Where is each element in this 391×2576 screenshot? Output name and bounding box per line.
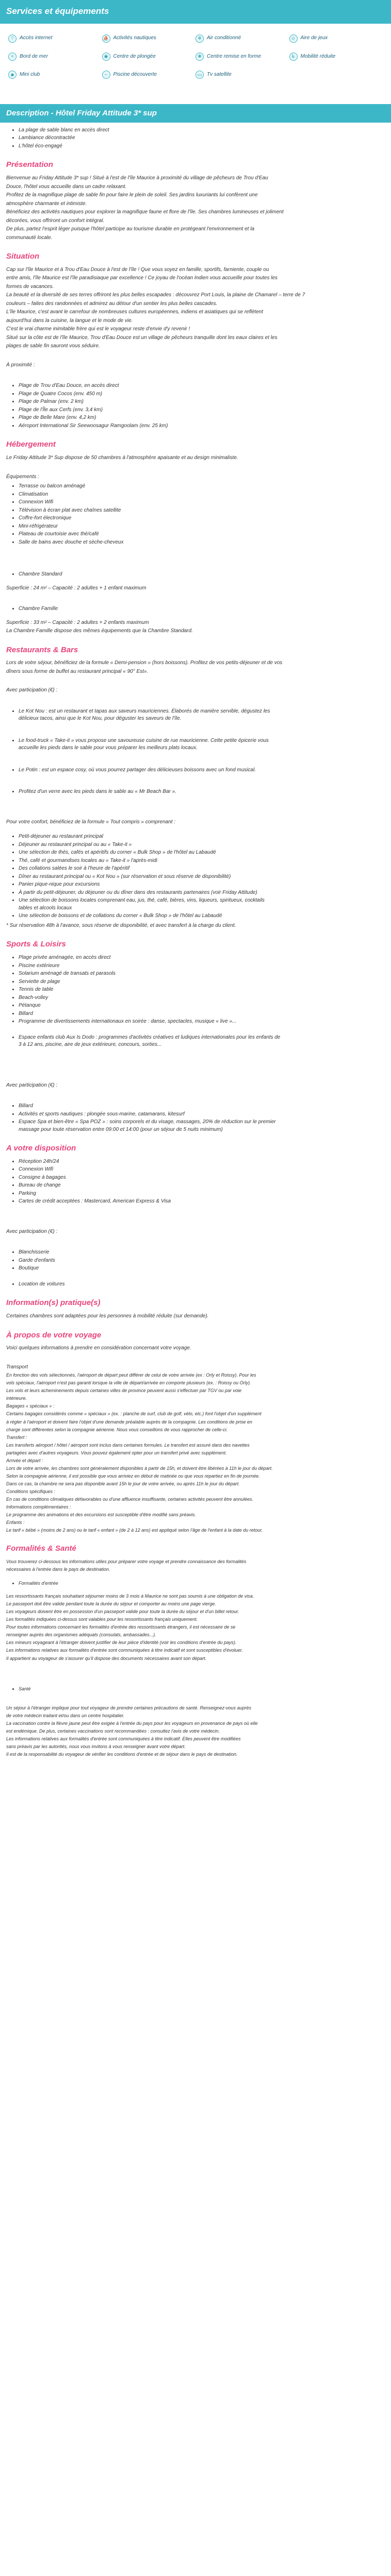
list-item: • Billard xyxy=(19,1103,385,1110)
list-item: • Petit-déjeuner au restaurant principal xyxy=(19,833,385,841)
list-item: • Serviette de plage xyxy=(19,978,385,986)
list-item: • Dîner au restaurant principal ou « Kot Nou » (sur réservation et sous réserve de disponibilité) xyxy=(19,873,385,881)
hotel-description-banner xyxy=(0,104,391,123)
playground-icon: ☺ xyxy=(289,35,298,43)
list-item: • À partir du petit-déjeuner, du déjeuner ou du dîner dans des restaurants partenaires (voir Friday Attitude) xyxy=(19,889,385,897)
list-item: • Plage de l'Île aux Cerfs (env. 3,4 km) xyxy=(19,406,385,414)
participation-label: Avec participation (€) : xyxy=(6,1082,58,1088)
allinc-list xyxy=(6,833,385,920)
list-item: • Le Kot Nou : est un restaurant et tapas aux saveurs mauriciennes. Élaborés de manière servible, dégustez les délicieux tacos, ainsi que le Kot Nou, pour déguster les saveurs de l'île. xyxy=(19,708,385,723)
restaurant-list xyxy=(6,708,385,723)
restaurants-heading: Restaurants & Bars xyxy=(6,645,78,654)
list-item: • Une sélection de thés, cafés et apéritifs du corner « Bulk Shop » de l'hôtel au Labaudé xyxy=(19,849,385,857)
apropos-intro: Voici quelques informations à prendre en considération concernant votre voyage. xyxy=(6,1345,191,1351)
room-desc: Superficie : 24 m² – Capacité : 2 adultes + 1 enfant maximum xyxy=(6,585,146,591)
dumbbell-icon: ◉ xyxy=(102,53,110,61)
list-item: • Activités et sports nautiques : plongée sous-marine, catamarans, kitesurf xyxy=(19,1111,385,1118)
list-item: • Piscine extérieure xyxy=(19,962,385,970)
water-activity-icon: ⛵ xyxy=(102,35,110,43)
list-item: • Déjeuner au restaurant principal ou au « Take-it » xyxy=(19,841,385,849)
disposition-heading: A votre disposition xyxy=(6,1144,76,1153)
restaurant-note: * Sur réservation 48h à l'avance, sous réserve de disponibilité, et avec transfert à la charge du client. xyxy=(6,922,236,928)
list-item: • Climatisation xyxy=(19,491,385,499)
room-desc: Superficie : 33 m² – Capacité : 2 adultes + 2 enfants maximum xyxy=(6,619,149,625)
info-text: Certaines chambres sont adaptées pour les personnes à mobilité réduite (sur demande). xyxy=(6,1313,209,1319)
list-item: • Panier pique-nique pour excursions xyxy=(19,881,385,889)
info-heading: Information(s) pratique(s) xyxy=(6,1298,101,1308)
services-title: Services et équipements xyxy=(6,6,109,16)
room-name: • Chambre Standard xyxy=(19,571,385,579)
list-item: • Billard xyxy=(19,1010,385,1018)
service-item: ♿ Mobilité réduite xyxy=(289,49,383,64)
list-item: • Espace enfants club Aux Is Dodo : programmes d'activités créatives et ludiques internationales pour les enfants de 3 à 12 ans, piscine, aire de jeux extérieure, concours, sorties... xyxy=(19,1034,385,1049)
list-item: • Le food-truck « Take-it » vous propose une savoureuse cuisine de rue mauricienne. Cette petite épicerie vous accueille les pieds dans le sable pour vous préparer les meilleurs plats locaux. xyxy=(19,737,385,752)
situation-text: Cap sur l'île Maurice et à Trou d'Eau Douce à l'est de l'île ! Que vous soyez en famille, sportifs, farniente, couple ou entre amis, l'île Maurice est l'île paradisiaque par excellence ! Ce joyau de l'océan Indien vous accueille pour toutes les formes de vacances. La beauté et la diversité de ses terres offriront les plus belles escapades : découvrez Port Louis, la plaine de Chamarel – terre de 7 couleurs – faites des randonnées et admirez au détour d'un sentier les plus belles cascades. L'île Maurice, c'est avant le carrefour de nombreuses cultures européennes, indiens et asiatiques qui se reflètent aujourd'hui dans la cuisine, la langue et le mode de vie. C'est le vrai charme inimitable frère qui est le voyageur reste d'envie d'y revenir ! Situé sur la côte est de l'île Maurice, Trou d'Eau Douce est un village de pêcheurs tranquille dont les eaux claires et les plages de sable fin sauront vous séduire. xyxy=(6,266,305,349)
list-item: • Mini-réfrigérateur xyxy=(19,523,385,531)
room-famille xyxy=(6,605,385,613)
list-item: • Consigne à bagages xyxy=(19,1174,385,1182)
list-item: • Parking xyxy=(19,1190,385,1198)
list-item: • Pétanque xyxy=(19,1002,385,1010)
list-item: • Plage de Palmar (env. 2 km) xyxy=(19,398,385,406)
participation-label: Avec participation (€) : xyxy=(6,687,58,693)
service-item: ❄ Air conditionné xyxy=(196,31,289,46)
apropos-text: En fonction des vols sélectionnés, l'aéroport de départ peut différer de celui de votre arrivée (ex : Orly et Roissy). Pour les vols spéciaux, l'aéroport n'est pas garanti lorsque la ville de départ/arrivée en comporte plusieurs (ex. : Roissy ou Orly). Les vols et leurs acheminements depuis certaines villes de province peuvent aussi s'effectuer par TGV ou par voie intérieure. Bagages « spéciaux » : Certains bagages considérés comme « spéciaux » (ex. : planche de surf, club de golf, vélo, etc.) font l'objet d'un supplément à régler à l'aéroport et doivent faire l'objet d'une demande préalable auprès de la compagnie. Les conditions de prise en charge sont différentes selon la compagnie aérienne. Nous vous conseillons de vous rapprocher de celle-ci. Transfert : Les transferts aéroport / hôtel / aéroport sont inclus dans certaines formules. Le transfert est assuré dans des navettes partagées avec d'autres voyageurs. Vous pouvez également opter pour un transfert privé avec supplément. Arrivée et départ : Lors de votre arrivée, les chambres sont généralement disponibles à partir de 15h, et doivent être libérées à 11h le jour du départ. Selon la compagnie aérienne, il est possible que vous arriviez en début de matinée ou que vous repartiez en fin de journée. Dans ce cas, la chambre ne sera pas disponible avant 15h le jour de votre arrivée, ou après 11h le jour du départ. Conditions spécifiques : En cas de conditions climatiques défavorables ou d'une affluence insuffisante, certaines activités peuvent être annulées. Informations complémentaires : Le programme des animations et des excursions est susceptible d'être modifié sans préavis. Enfants : Le tarif « bébé » (moins de 2 ans) ou le tarif « enfant » (de 2 à 12 ans) est appliqué selon l'âge de l'enfant à la date du retour. xyxy=(6,1372,273,1533)
snowflake-icon: ❄ xyxy=(196,35,204,43)
presentation-heading: Présentation xyxy=(6,160,53,170)
pool-icon: ~ xyxy=(102,71,110,79)
list-item: • Boutique xyxy=(19,1265,385,1273)
room-standard xyxy=(6,571,385,579)
list-item: • Plage de Belle Mare (env. 4,2 km) xyxy=(19,414,385,422)
wheelchair-icon: ♿ xyxy=(289,53,298,61)
service-item: ❀ Centre remise en forme xyxy=(196,49,289,64)
list-item: • Bureau de change xyxy=(19,1182,385,1190)
services-grid xyxy=(0,24,391,91)
service-item: ◉ Centre de plongée xyxy=(102,49,196,64)
nearby-label: À proximité : xyxy=(6,362,35,368)
list-item: • Plage de Trou d'Eau Douce, en accès direct xyxy=(19,382,385,390)
equipment-list xyxy=(6,483,385,546)
list-item: • Location de voitures xyxy=(19,1281,385,1289)
services-banner xyxy=(0,0,391,24)
disposition-list xyxy=(6,1158,385,1206)
list-item: • Coffre-fort électronique xyxy=(19,515,385,522)
list-item: • Réception 24h/24 xyxy=(19,1158,385,1166)
list-item: • Une sélection de boissons et de collations du corner « Bulk Shop » de l'hôtel au Labaudé xyxy=(19,912,385,920)
list-item: • L'hôtel éco-engagé xyxy=(19,143,385,150)
hebergement-intro: Le Friday Attitude 3* Sup dispose de 50 chambres à l'atmosphère apaisante et au design minimaliste. xyxy=(6,455,238,461)
presentation-text: Bienvenue au Friday Attitude 3* sup ! Situé à l'est de l'île Maurice à proximité du village de pêcheurs de Trou d'Eau Douce, l'hôtel vous accueille dans un cadre relaxant. Profitez de la magnifique plage de sable fin pour faire le plein de soleil. Ses jardins luxuriants lui confèrent une atmosphère charmante et intimiste. Bénéficiez des activités nautiques pour explorer la magnifique faune et flore de l'île. Ses chambres lumineuses et joliment décorées, vous offriront un confort intégral. De plus, partez l'esprit léger puisque l'hôtel participe au tourisme durable en protégeant l'environnement et la communauté locale. xyxy=(6,175,284,241)
list-item: • Garde d'enfants xyxy=(19,1257,385,1265)
formalites-heading: Formalités & Santé xyxy=(6,1544,76,1553)
service-item: ▭ Tv satellite xyxy=(196,67,289,82)
sports-heading: Sports & Loisirs xyxy=(6,940,66,949)
list-item: • Plage de Quatre Cocos (env. 450 m) xyxy=(19,391,385,398)
disposition-paid-list xyxy=(6,1249,385,1273)
list-item: • Connexion Wifi xyxy=(19,1166,385,1174)
spa-icon: ❀ xyxy=(196,53,204,61)
list-item: • La plage de sable blanc en accès direct xyxy=(19,127,385,134)
intro-bullets xyxy=(6,127,385,150)
sports-list xyxy=(6,954,385,1026)
list-item: • Solarium aménagé de transats et parasols xyxy=(19,970,385,978)
allinc-label: Pour votre confort, bénéficiez de la formule « Tout compris » comprenant : xyxy=(6,819,176,825)
list-item: • Thé, café et gourmandises locales au « Take-it » l'après-midi xyxy=(19,857,385,865)
list-item: • Le Potin : est un espace cosy, où vous pourrez partager des délicieuses boissons avec un fond musical. xyxy=(19,767,385,774)
formalites-text: Vous trouverez ci-dessous les informations utiles pour préparer votre voyage et prendre connaissance des formalités nécessaires à l'entrée dans le pays de destination. • Formalités d'entrée Les ressortissants français souhaitant séjourner moins de 3 mois à Maurice ne sont pas soumis à une obligation de visa. Le passeport doit être valide pendant toute la durée du séjour et comporter au moins une page vierge. Les voyageurs doivent être en possession d'un passeport valide pour toute la durée du séjour et d'un billet retour. Les formalités indiquées ci-dessus sont valables pour les ressortissants français uniquement. Pour toutes informations concernant les formalités d'entrée des ressortissants étrangers, il est nécessaire de se renseigner auprès des organismes adéquats (consulats, ambassades...). Les mineurs voyageant à l'étranger doivent justifier de leur pièce d'identité (voir les conditions d'entrée du pays). Les informations relatives aux formalités d'entrée sont communiquées à titre indicatif et sont susceptibles d'évoluer. Il appartient au voyageur de s'assurer qu'il dispose des documents nécessaires avant son départ. • Santé Un séjour à l'étranger implique pour tout voyageur de prendre certaines précautions de santé. Renseignez-vous auprès de votre médecin traitant et/ou dans un centre hospitalier. La vaccination contre la fièvre jaune peut être exigée à l'entrée du pays pour les voyageurs en provenance de pays où elle est endémique. De plus, certaines vaccinations sont recommandées : consultez l'avis de votre médecin. Les informations relatives aux formalités d'entrée sont communiquées à titre indicatif. Elles peuvent être modifiées sans préavis par les autorités, nous vous invitons à vous renseigner avant votre départ. Il est de la responsabilité du voyageur de vérifier les conditions d'entrée et de séjour dans le pays de destination. xyxy=(6,1558,385,1758)
list-item: • Des collations salées le soir à l'heure de l'apéritif xyxy=(19,865,385,873)
participation-label: Avec participation (€) : xyxy=(6,1228,58,1234)
nearby-list xyxy=(6,382,385,430)
list-item: • Beach-volley xyxy=(19,994,385,1002)
list-item: • Cartes de crédit acceptées : Mastercard, American Express & Visa xyxy=(19,1198,385,1206)
room-note: La Chambre Famille dispose des mêmes équipements que la Chambre Standard. xyxy=(6,628,193,634)
list-item: • Plateau de courtoisie avec thé/café xyxy=(19,531,385,538)
list-item: • Une sélection de boissons locales comprenant eau, jus, thé, café, bières, vins, liqueurs, spiritueux, cocktails tables et alcools locaux xyxy=(19,897,385,912)
main-content: • La plage de sable blanc en accès direct • Lambiance décontractée • L'hôtel éco-engagé Présentation Bienvenue au Friday Attitude 3* sup ! Situé à l'est de l'île Maurice à proximité du village de pêcheurs de Trou d'Eau Douce, l'hôtel vous accueille dans un cadre relaxant. Profitez de la magnifique plage de sable fin pour faire le plein de soleil. Ses jardins luxuriants lui confèrent une atmosphère charmante et intimiste. Bénéficiez des activités nautiques pour explorer la magnifique faune et flore de l'île. Ses chambres lumineuses et joliment décorées, vous offriront un confort intégral. De plus, partez l'esprit léger puisque l'hôtel participe au tourisme durable en protégeant l'environnement et la communauté locale. Situation Cap sur l'île Maurice et à Trou d'Eau Douce à l'est de l'île ! Que vous soyez en famille, sportifs, farniente, couple ou entre amis, l'île Maurice est l'île paradisiaque par excellence ! Ce joyau de l'océan Indien vous accueille pour toutes les formes de vacances. La beauté et la diversité de ses terres offriront les plus belles escapades : découvrez Port Louis, la plaine de Chamarel – terre de 7 couleurs – faites des randonnées et admirez au détour d'un sentier les plus belles cascades. L'île Maurice, c'est avant le carrefour de nombreuses cultures européennes, indiens et asiatiques qui se reflètent aujourd'hui dans la cuisine, la langue et le mode de vie. C'est le vrai charme inimitable frère qui est le voyageur reste d'envie d'y revenir ! Situé sur la côte est de l'île Maurice, Trou d'Eau Douce est un village de pêcheurs tranquille dont les eaux claires et les plages de sable fin sauront vous séduire. À proximité : • Plage de Trou d'Eau Douce, en accès direct • Plage de Quatre Cocos (env. 450 m) • Plage de Palmar (env. 2 km) • Plage de l'Île aux Cerfs (env. 3,4 km) • Plage de Belle Mare (env. 4,2 km) • Aéroport International Sir Seewoosagur Ramgoolam (env. 25 km) Hébergement Le Friday Attitude 3* Sup dispose de 50 chambres à l'atmosphère apaisante et au design minimaliste. Équipements : • Terrasse ou balcon aménagé • Climatisation • Connexion Wifi • Télévision à écran plat avec chaînes satellite • Coffre-fort électronique • Mini-réfrigérateur • Plateau de courtoisie avec thé/café • Salle de bains avec douche et sèche-cheveux • Chambre Standard Superficie : 24 m² – Capacité : 2 adultes + 1 enfant maximum • Chambre Famille Superficie : 33 m² – Capacité : 2 adultes + 2 enfants maximum La Chambre Famille dispose des mêmes équipements que la Chambre Standard. Restaurants & Bars Lors de votre séjour, bénéficiez de la formule « Demi-pension » (hors boissons). Profitez de vos petits-déjeuner et de vos dîners sous forme de buffet au restaurant principal « 90° Est». Avec participation (€) : • Le Kot Nou : est un restaurant et tapas aux saveurs mauriciennes. Élaborés de manière servible, dégustez les délicieux tacos, ainsi que le Kot Nou, pour déguster les saveurs de l'île. • Le food-truck « Take-it » vous propose une savoureuse cuisine de rue mauricienne. Cette petite épicerie vous accueille les pieds dans le sable pour vous préparer les meilleurs plats locaux. • Le Potin : est un espace cosy, où vous pourrez partager des délicieuses boissons avec un fond musical. • Profitez d'un verre avec les pieds dans le sable au « Mr Beach Bar ». Pour votre confort, bénéficiez de la formule « Tout compris » comprenant : • Petit-déjeuner au restaurant principal • Déjeuner au restaurant principal ou au « Take-it » • Une sélection de thés, cafés et apéritifs du corner « Bulk Shop » de l'hôtel au Labaudé • Thé, café et gourmandises locales au « Take-it » l'après-midi • Des collations salées le soir à l'heure de l'apéritif • Dîner au restaurant principal ou « Kot Nou » (sur réservation et sous réserve de disponibilité) • Panier pique-nique pour excursions • À partir du petit-déjeuner, du déjeuner ou du dîner dans des restaurants partenaires (voir Friday Attitude) • Une sélection de boissons locales comprenant eau, jus, thé, café, bières, vins, liqueurs, spiritueux, cocktails tables et alcools locaux • Une sélection de boissons et de collations du corner « Bulk Shop » de l'hôtel au Labaudé * Sur réservation 48h à l'avance, sous réserve de disponibilité, et avec transfert à la charge du client. Sports & Loisirs • Plage privée aménagée, en accès direct • Piscine extérieure • Solarium aménagé de transats et parasols • Serviette de plage • Tennis de table • Beach-volley • Pétanque • Billard • Programme de divertissements internationaux en soirée : danse, spectacles, musique « live »... • Espace enfants club Aux Is Dodo : programmes d'activités créatives et ludiques internationales pour les enfants de 3 à 12 ans, piscine, aire de jeux extérieure, concours, sorties... Avec participation (€) : • Billard • Activités et sports nautiques : plongée sous-marine, catamarans, kitesurf • Espace Spa et bien-être « Spa POZ » : soins corporels et du visage, massages, 20% de réduction sur le premier massage pour toute réservation entre 09:00 et 14:00 (pour un séjour de 5 nuits minimum) A votre disposition • Réception 24h/24 • Connexion Wifi • Consigne à bagages • Bureau de change • Parking • Cartes de crédit acceptées : Mastercard, American Express & Visa Avec participation (€) : • Blanchisserie • Garde d'enfants • Boutique • Location de voitures Information(s) pratique(s) Certaines chambres sont adaptées pour les personnes à mobilité réduite (sur demande). À propos de votre voyage Voici quelques informations à prendre en considération concernant votre voyage. Transport En fonction des vols sélectionnés, l'aéroport de départ peut différer de celui de votre arrivée (ex : Orly et Roissy). Pour les vols spéciaux, l'aéroport n'est pas garanti lorsque la ville de départ/arrivée en comporte plusieurs (ex. : Roissy ou Orly). Les vols et leurs acheminements depuis certaines villes de province peuvent aussi s'effectuer par TGV ou par voie intérieure. Bagages « spéciaux » : Certains bagages considérés comme « spéciaux » (ex. : planche de surf, club de golf, vélo, etc.) font l'objet d'un supplément à régler à l'aéroport et doivent faire l'objet d'une demande préalable auprès de la compagnie. Les conditions de prise en charge sont différentes selon la compagnie aérienne. Nous vous conseillons de vous rapprocher de celle-ci. Transfert : Les transferts aéroport / hôtel / aéroport sont inclus dans certaines formules. Le transfert est assuré dans des navettes partagées avec d'autres voyageurs. Vous pouvez également opter pour un transfert privé avec supplément. Arrivée et départ : Lors de votre arrivée, les chambres sont généralement disponibles à partir de 15h, et doivent être libérées à 11h le jour du départ. Selon la compagnie aérienne, il est possible que vous arriviez en début de matinée ou que vous repartiez en fin de journée. Dans ce cas, la chambre ne sera pas disponible avant 15h le jour de votre arrivée, ou après 11h le jour du départ. Conditions spécifiques : En cas de conditions climatiques défavorables ou d'une affluence insuffisante, certaines activités peuvent être annulées. Informations complémentaires : Le programme des animations et des excursions est susceptible d'être modifié sans préavis. Enfants : Le tarif « bébé » (moins de 2 ans) ou le tarif « enfant » (de 2 à 12 ans) est appliqué selon l'âge de l'enfant à la date du retour. Formalités & Santé Vous trouverez ci-dessous les informations utiles pour préparer votre voyage et prendre connaissance des formalités nécessaires à l'entrée dans le pays de destination. • Formalités d'entrée Les ressortissants français souhaitant séjourner moins de 3 mois à Maurice ne sont pas soumis à une obligation de visa. Le passeport doit être valide pendant toute la durée du séjour et comporter au moins une page vierge. Les voyageurs doivent être en possession d'un passeport valide pour toute la durée du séjour et d'un billet retour. Les formalités indiquées ci-dessus sont valables pour les ressortissants français uniquement. Pour toutes informations concernant les formalités d'entrée des ressortissants étrangers, il est nécessaire de se renseigner auprès des organismes adéquats (consulats, ambassades...). Les mineurs voyageant à l'étranger doivent justifier de leur pièce d'identité (voir les conditions d'entrée du pays). Les informations relatives aux formalités d'entrée sont communiquées à titre indicatif et sont susceptibles d'évoluer. Il appartient au voyageur de s'assurer qu'il dispose des documents nécessaires avant son départ. • Santé Un séjour à l'étranger implique pour tout voyageur de prendre certaines précautions de santé. Renseignez-vous auprès de votre médecin traitant et/ou dans un centre hospitalier. La vaccination contre la fièvre jaune peut être exigée à l'entrée du pays pour les voyageurs en provenance de pays où elle est endémique. De plus, certaines vaccinations sont recommandées : consultez l'avis de votre médecin. Les informations relatives aux formalités d'entrée sont communiquées à titre indicatif. Elles peuvent être modifiées sans préavis par les autorités, nous vous invitons à vous renseigner avant votre départ. Il est de la responsabilité du voyageur de vérifier les conditions d'entrée et de séjour dans le pays de destination. xyxy=(0,127,391,1758)
room-name: • Chambre Famille xyxy=(19,605,385,613)
list-item: • Programme de divertissements internationaux en soirée : danse, spectacles, musique « live »... xyxy=(19,1018,385,1026)
transport-label: Transport xyxy=(6,1364,28,1370)
list-item: • Profitez d'un verre avec les pieds dans le sable au « Mr Beach Bar ». xyxy=(19,788,385,796)
kids-icon: ☻ xyxy=(8,71,17,79)
apropos-heading: À propos de votre voyage xyxy=(6,1330,102,1340)
hotel-title: Description - Hôtel Friday Attitude 3* sup xyxy=(6,109,157,117)
sports-paid-list xyxy=(6,1103,385,1133)
situation-heading: Situation xyxy=(6,252,40,261)
waves-icon: ≈ xyxy=(8,53,17,61)
list-item: • Télévision à écran plat avec chaînes satellite xyxy=(19,507,385,515)
service-item: ☻ Mini club xyxy=(8,67,102,82)
list-item: • Terrasse ou balcon aménagé xyxy=(19,483,385,490)
service-item: ~ Piscine découverte xyxy=(102,67,196,82)
service-item: ⛵ Activités nautiques xyxy=(102,31,196,46)
list-item: • Tennis de table xyxy=(19,986,385,994)
wifi-icon: ⌔ xyxy=(8,35,17,43)
list-item: • Aéroport International Sir Seewoosagur Ramgoolam (env. 25 km) xyxy=(19,422,385,430)
service-item: ☺ Aire de jeux xyxy=(289,31,383,46)
service-item: ⌔ Accès internet xyxy=(8,31,102,46)
hebergement-heading: Hébergement xyxy=(6,440,56,449)
list-item: • Connexion Wifi xyxy=(19,499,385,506)
list-item: • Salle de bains avec douche et sèche-cheveux xyxy=(19,539,385,547)
list-item: • Espace Spa et bien-être « Spa POZ » : soins corporels et du visage, massages, 20% de réduction sur le premier massage pour toute réservation entre 09:00 et 14:00 (pour un séjour de 5 nuits minimum) xyxy=(19,1118,385,1133)
service-item: ≈ Bord de mer xyxy=(8,49,102,64)
health-label: • Santé xyxy=(19,1686,385,1692)
list-item: • Lambiance décontractée xyxy=(19,134,385,142)
list-item: • Formalités d'entrée xyxy=(19,1580,385,1587)
list-item: • Blanchisserie xyxy=(19,1249,385,1257)
tv-icon: ▭ xyxy=(196,71,204,79)
list-item: • Plage privée aménagée, en accès direct xyxy=(19,954,385,962)
equipment-label: Équipements : xyxy=(6,473,39,480)
